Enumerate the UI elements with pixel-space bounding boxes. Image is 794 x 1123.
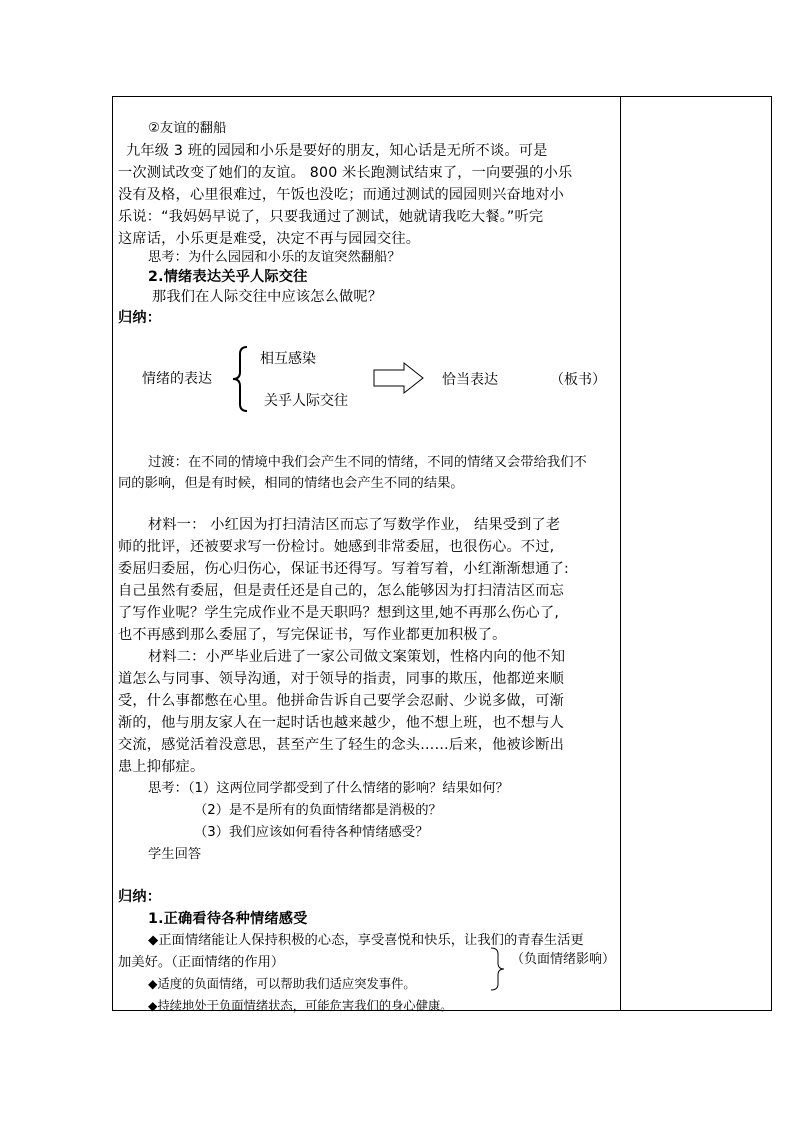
story-line: 没有及格，心里很难过，午饭也没吃；而通过测试的园园则兴奋地对小 (118, 187, 565, 203)
material-two-line: 患上抑郁症。 (118, 759, 205, 775)
transition-line: 过渡：在不同的情境中我们会产生不同的情绪，不同的情绪又会带给我们不 (148, 455, 587, 470)
story-line: 一次测试改变了她们的友谊。 800 米长跑测试结束了，一向要强的小乐 (118, 165, 573, 181)
right-arrow-icon (372, 361, 426, 395)
material-two-line: 道怎么与同事、领导沟通，对于领导的指责，同事的欺压，他都逆来顺 (118, 671, 565, 687)
diagram-left-label: 情绪的表达 (142, 371, 212, 387)
think-question-2: （2）是不是所有的负面情绪都是消极的？ (194, 803, 442, 818)
diagram-result: 恰当表达 (442, 372, 498, 388)
think-question-1: 思考：（1）这两位同学都受到了什么情绪的影响？结果如何？ (148, 781, 509, 796)
transition-line: 同的影响，但是有时候，相同的情绪也会产生不同的结果。 (118, 476, 464, 491)
material-two-line: 交流，感觉活着没意思，甚至产生了轻生的念头……后来，他被诊断出 (118, 737, 565, 753)
positive-emotion-line: 加美好。（正面情绪的作用） (118, 955, 285, 970)
summary-label: 归纳： (118, 310, 162, 326)
conclusion-point-title: 1.正确看待各种情绪感受 (148, 911, 308, 927)
material-one-line: 委屈归委屈，伤心归伤心，保证书还得写。写着写着，小红渐渐想通了: (118, 561, 569, 577)
material-one-line: 自己虽然有委屈，但是责任还是自己的，怎么能够因为打扫清洁区而忘 (118, 583, 565, 599)
material-two-line: 材料二：小严毕业后进了一家公司做文案策划，性格内向的他不知 (148, 649, 566, 665)
material-one-line: 师的批评，还被要求写一份检讨。她感到非常委屈，也很伤心。不过, (118, 539, 555, 555)
material-two-line: 渐的，他与朋友家人在一起时话也越来越少，他不想上班，也不想与人 (118, 715, 565, 731)
conclusion-label: 归纳： (118, 889, 162, 905)
table-column-divider (620, 96, 621, 1011)
material-two-line: 受，什么事都憋在心里。他拼命告诉自己要学会忍耐、少说多做，可渐 (118, 693, 565, 709)
positive-emotion-line: ◆正面情绪能让人保持积极的心态，享受喜悦和快乐，让我们的青春生活更 (148, 933, 584, 948)
think-question-3: （3）我们应该如何看待各种情绪感受？ (194, 825, 429, 840)
closing-brace-icon (488, 946, 506, 992)
diagram-branch-bottom: 关乎人际交往 (264, 393, 348, 409)
story-line: 九年级 3 班的园园和小乐是要好的朋友，知心话是无所不谈。可是 (126, 143, 548, 159)
diagram-branch-top: 相互感染 (260, 351, 316, 367)
material-one-line: 材料一： 小红因为打扫清洁区而忘了写数学作业， 结果受到了老 (148, 517, 561, 533)
discussion-question: 那我们在人际交往中应该怎么做呢？ (152, 289, 383, 305)
story-line: 这席话，小乐更是难受，决定不再与园园交往。 (118, 231, 421, 247)
story-subtitle: ②友谊的翻船 (148, 121, 227, 136)
think-question: 思考：为什么园园和小乐的友谊突然翻船？ (148, 250, 401, 265)
diagram-note: （板书） (550, 372, 606, 388)
negative-emotion-item: ◆持续地处于负面情绪状态，可能危害我们的身心健康。 (148, 999, 453, 1013)
negative-emotion-note: （负面情绪影响） (511, 952, 616, 967)
point-title: 2.情绪表达关乎人际交往 (148, 269, 308, 285)
story-line: 乐说：“我妈妈早说了，只要我通过了测试，她就请我吃大餐。”听完 (118, 209, 544, 225)
material-one-line: 也不再感到那么委屈了，写完保证书，写作业都更加积极了。 (118, 627, 507, 643)
student-answer: 学生回答 (148, 847, 202, 862)
brace-icon (230, 344, 252, 414)
negative-emotion-item: ◆适度的负面情绪，可以帮助我们适应突发事件。 (148, 977, 416, 991)
material-one-line: 了写作业呢？学生完成作业不是天职吗？想到这里,她不再那么伤心了, (118, 605, 560, 621)
